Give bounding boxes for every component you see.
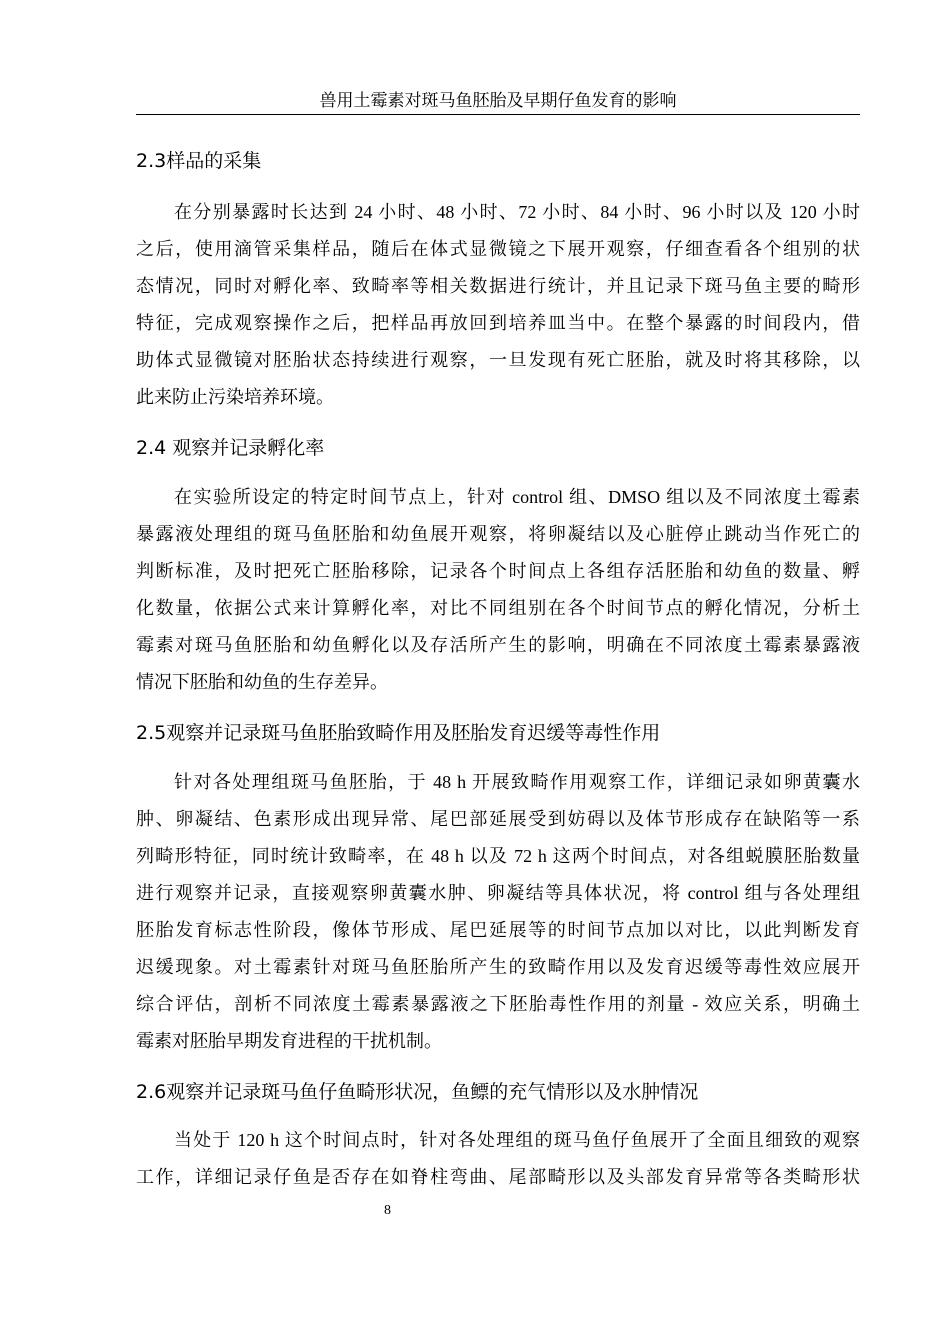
section-heading-2-3: 2.3样品的采集 xyxy=(136,150,262,172)
text-line: 肿、卵凝结、色素形成出现异常、尾巴部延展受到妨碍以及体节形成存在缺陷等一系 xyxy=(136,809,860,829)
paragraph-2-4 xyxy=(136,479,860,701)
text-line: 霉素对胚胎早期发育进程的干扰机制。 xyxy=(136,1031,442,1051)
section-heading-2-6: 2.6观察并记录斑马鱼仔鱼畸形状况，鱼鳔的充气情形以及水肿情况 xyxy=(136,1081,699,1103)
paragraph-2-5 xyxy=(136,764,860,1060)
text-line: 判断标准，及时把死亡胚胎移除，记录各个时间点上各组存活胚胎和幼鱼的数量、孵 xyxy=(136,561,860,581)
text-line: 情况下胚胎和幼鱼的生存差异。 xyxy=(136,672,388,692)
running-header: 兽用土霉素对斑马鱼胚胎及早期仔鱼发育的影响 xyxy=(319,91,677,110)
paragraph-2-6 xyxy=(136,1122,860,1196)
text-line: 之后，使用滴管采集样品，随后在体式显微镜之下展开观察，仔细查看各个组别的状 xyxy=(136,239,860,259)
text-line: 当处于 120 h 这个时间点时，针对各处理组的斑马鱼仔鱼展开了全面且细致的观察 xyxy=(174,1130,860,1150)
text-line: 化数量，依据公式来计算孵化率，对比不同组别在各个时间节点的孵化情况，分析土 xyxy=(136,598,860,618)
text-line: 助体式显微镜对胚胎状态持续进行观察，一旦发现有死亡胚胎，就及时将其移除，以 xyxy=(136,350,860,370)
text-line: 在分别暴露时长达到 24 小时、48 小时、72 小时、84 小时、96 小时以及 120 小时 xyxy=(174,202,860,222)
header-rule xyxy=(136,114,860,115)
text-line: 态情况，同时对孵化率、致畸率等相关数据进行统计，并且记录下斑马鱼主要的畸形 xyxy=(136,276,860,296)
text-line: 列畸形特征，同时统计致畸率，在 48 h 以及 72 h 这两个时间点，对各组蜕膜胚胎数量 xyxy=(136,846,860,866)
page-number: 8 xyxy=(384,1203,391,1218)
text-line: 进行观察并记录，直接观察卵黄囊水肿、卵凝结等具体状况，将 control 组与各处理组 xyxy=(136,883,860,903)
text-line: 此来防止污染培养环境。 xyxy=(136,387,334,407)
text-line: 工作，详细记录仔鱼是否存在如脊柱弯曲、尾部畸形以及头部发育异常等各类畸形状 xyxy=(136,1167,860,1187)
paragraph-2-3 xyxy=(136,194,860,416)
text-line: 特征，完成观察操作之后，把样品再放回到培养皿当中。在整个暴露的时间段内，借 xyxy=(136,313,860,333)
text-line: 综合评估，剖析不同浓度土霉素暴露液之下胚胎毒性作用的剂量 - 效应关系，明确土 xyxy=(136,994,860,1014)
section-heading-2-5: 2.5观察并记录斑马鱼胚胎致畸作用及胚胎发育迟缓等毒性作用 xyxy=(136,722,661,744)
text-line: 暴露液处理组的斑马鱼胚胎和幼鱼展开观察，将卵凝结以及心脏停止跳动当作死亡的 xyxy=(136,524,860,544)
text-line: 在实验所设定的特定时间节点上，针对 control 组、DMSO 组以及不同浓度土霉素 xyxy=(174,487,860,507)
section-heading-2-4: 2.4 观察并记录孵化率 xyxy=(136,437,325,459)
text-line: 针对各处理组斑马鱼胚胎，于 48 h 开展致畸作用观察工作，详细记录如卵黄囊水 xyxy=(174,772,860,792)
text-line: 胚胎发育标志性阶段，像体节形成、尾巴延展等的时间节点加以对比，以此判断发育 xyxy=(136,920,860,940)
text-line: 霉素对斑马鱼胚胎和幼鱼孵化以及存活所产生的影响，明确在不同浓度土霉素暴露液 xyxy=(136,635,860,655)
text-line: 迟缓现象。对土霉素针对斑马鱼胚胎所产生的致畸作用以及发育迟缓等毒性效应展开 xyxy=(136,957,860,977)
